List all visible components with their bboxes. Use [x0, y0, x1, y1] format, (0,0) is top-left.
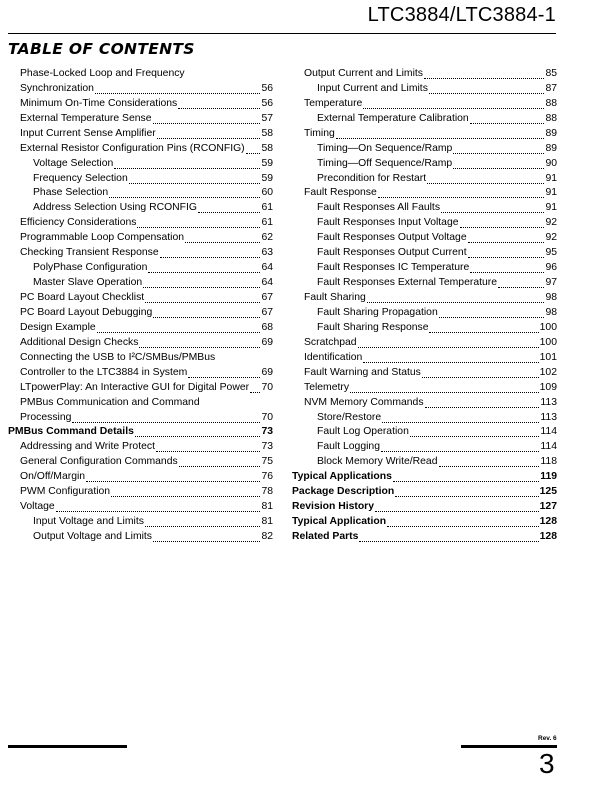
- toc-entry[interactable]: [292, 336, 557, 351]
- toc-entry-title: Additional Design Checks: [20, 336, 139, 348]
- toc-entry-title: Timing: [304, 127, 335, 139]
- toc-entry[interactable]: [292, 411, 557, 426]
- toc-entry[interactable]: [8, 381, 273, 396]
- toc-entry-title: PMBus Command Details: [8, 426, 134, 438]
- toc-leader-dots: [143, 287, 260, 288]
- toc-entry-title: PolyPhase Configuration: [33, 262, 148, 274]
- toc-leader-dots: [422, 377, 539, 378]
- toc-entry-page: 125: [539, 486, 557, 498]
- toc-leader-dots: [114, 168, 260, 169]
- toc-entry[interactable]: [292, 455, 557, 470]
- toc-leader-dots: [72, 422, 260, 423]
- toc-entry[interactable]: [8, 500, 273, 515]
- toc-entry-page: 118: [540, 456, 557, 468]
- toc-entry[interactable]: [8, 411, 273, 426]
- toc-entry-title: Checking Transient Response: [20, 247, 159, 259]
- toc-entry[interactable]: [292, 396, 557, 411]
- toc-entry-page: 87: [545, 82, 557, 94]
- toc-leader-dots: [178, 108, 260, 109]
- toc-entry-title: Phase Selection: [33, 187, 109, 199]
- toc-leader-dots: [382, 422, 539, 423]
- toc-entry[interactable]: [292, 530, 557, 545]
- toc-leader-dots: [160, 257, 261, 258]
- toc-entry[interactable]: [8, 455, 273, 470]
- toc-entry-title: Design Example: [20, 321, 96, 333]
- toc-leader-dots: [359, 541, 538, 542]
- toc-entry[interactable]: [292, 187, 557, 202]
- toc-leader-dots: [363, 108, 544, 109]
- toc-entry[interactable]: [8, 97, 273, 112]
- toc-leader-dots: [367, 302, 545, 303]
- toc-entry-page: 61: [261, 202, 273, 214]
- toc-entry-page: 70: [261, 411, 273, 423]
- toc-entry-title: Fault Warning and Status: [304, 366, 421, 378]
- toc-entry-title: Telemetry: [304, 381, 350, 393]
- toc-leader-dots: [453, 168, 544, 169]
- toc-leader-dots: [358, 347, 539, 348]
- toc-leader-dots: [378, 197, 545, 198]
- toc-entry-title: Precondition for Restart: [317, 172, 427, 184]
- toc-leader-dots: [188, 377, 260, 378]
- toc-leader-dots: [381, 451, 539, 452]
- toc-entry-page: 89: [545, 142, 557, 154]
- toc-leader-dots: [153, 541, 260, 542]
- toc-entry-title: PWM Configuration: [20, 486, 111, 498]
- toc-leader-dots: [453, 153, 544, 154]
- toc-leader-dots: [468, 257, 545, 258]
- toc-leader-dots: [157, 138, 261, 139]
- toc-leader-dots: [137, 227, 260, 228]
- toc-entry-page: 73: [261, 426, 273, 438]
- toc-leader-dots: [498, 287, 544, 288]
- toc-entry-title: Timing—On Sequence/Ramp: [317, 142, 453, 154]
- toc-entry[interactable]: [8, 485, 273, 500]
- toc-entry[interactable]: [8, 231, 273, 246]
- toc-entry[interactable]: [8, 351, 273, 366]
- toc-entry[interactable]: [8, 82, 273, 97]
- toc-entry-page: 82: [261, 531, 273, 543]
- toc-entry[interactable]: [8, 336, 273, 351]
- toc-entry-page: 58: [261, 142, 273, 154]
- toc-entry[interactable]: [8, 396, 273, 411]
- toc-entry[interactable]: [292, 276, 557, 291]
- toc-entry[interactable]: [8, 261, 273, 276]
- document-title: LTC3884/LTC3884-1: [367, 4, 556, 26]
- page-number: 3: [539, 748, 555, 779]
- toc-leader-dots: [148, 272, 260, 273]
- toc-leader-dots: [439, 317, 545, 318]
- toc-entry[interactable]: [292, 485, 557, 500]
- toc-entry-title: Fault Responses IC Temperature: [317, 262, 470, 274]
- toc-entry-title: Efficiency Considerations: [20, 217, 137, 229]
- toc-leader-dots: [153, 123, 261, 124]
- toc-entry-title: Store/Restore: [317, 411, 382, 423]
- toc-entry-title: Typical Applications: [292, 471, 392, 483]
- toc-entry-page: 67: [261, 306, 273, 318]
- toc-leader-dots: [129, 183, 261, 184]
- toc-entry[interactable]: [292, 291, 557, 306]
- toc-entry[interactable]: [292, 246, 557, 261]
- toc-entry-title: Package Description: [292, 486, 395, 498]
- toc-leader-dots: [185, 242, 260, 243]
- toc-entry-title: Related Parts: [292, 531, 359, 543]
- toc-entry[interactable]: [292, 440, 557, 455]
- toc-entry-page: 85: [545, 67, 557, 79]
- toc-entry-title: Programmable Loop Compensation: [20, 232, 185, 244]
- toc-entry-title: PC Board Layout Checklist: [20, 292, 145, 304]
- toc-entry-page: 75: [261, 456, 273, 468]
- toc-entry-page: 98: [545, 292, 557, 304]
- toc-entry[interactable]: [8, 216, 273, 231]
- toc-entry-title: Fault Responses Input Voltage: [317, 217, 459, 229]
- toc-entry-page: 78: [261, 486, 273, 498]
- toc-leader-dots: [424, 78, 544, 79]
- toc-entry[interactable]: [292, 67, 557, 82]
- toc-entry-title: PMBus Communication and Command: [20, 396, 200, 408]
- toc-entry-title: Fault Sharing: [304, 292, 366, 304]
- toc-entry-title: General Configuration Commands: [20, 456, 178, 468]
- toc-entry[interactable]: [292, 515, 557, 530]
- toc-entry[interactable]: [8, 157, 273, 172]
- toc-entry-page: 114: [540, 426, 557, 438]
- toc-entry[interactable]: [8, 426, 273, 441]
- toc-entry-page: 59: [261, 157, 273, 169]
- toc-entry-title: Block Memory Write/Read: [317, 456, 438, 468]
- toc-entry[interactable]: [8, 112, 273, 127]
- toc-entry-page: 56: [261, 82, 273, 94]
- toc-leader-dots: [429, 332, 538, 333]
- toc-leader-dots: [470, 272, 544, 273]
- toc-right-column: [292, 67, 557, 545]
- toc-entry-title: Fault Logging: [317, 441, 380, 453]
- toc-entry-title: LTpowerPlay: An Interactive GUI for Digital Power: [20, 381, 250, 393]
- toc-entry-page: 58: [261, 127, 273, 139]
- toc-leader-dots: [145, 302, 260, 303]
- toc-entry-page: 63: [261, 247, 273, 259]
- toc-entry-page: 76: [261, 471, 273, 483]
- toc-entry-page: 109: [539, 381, 557, 393]
- toc-entry-page: 113: [540, 396, 557, 408]
- toc-entry-page: 127: [539, 501, 557, 513]
- toc-entry-title: Fault Response: [304, 187, 377, 199]
- toc-entry-title: Revision History: [292, 501, 374, 513]
- toc-entry[interactable]: [8, 142, 273, 157]
- toc-entry-title: Input Current Sense Amplifier: [20, 127, 156, 139]
- toc-entry[interactable]: [292, 97, 557, 112]
- toc-entry-page: 92: [545, 217, 557, 229]
- toc-entry[interactable]: [292, 381, 557, 396]
- toc-entry-page: 61: [261, 217, 273, 229]
- toc-leader-dots: [439, 466, 540, 467]
- toc-entry-title: Timing—Off Sequence/Ramp: [317, 157, 453, 169]
- toc-leader-dots: [153, 317, 260, 318]
- toc-entry-title: Minimum On-Time Considerations: [20, 97, 178, 109]
- toc-leader-dots: [145, 526, 261, 527]
- toc-entry-title: PC Board Layout Debugging: [20, 306, 153, 318]
- toc-entry[interactable]: [292, 216, 557, 231]
- toc-entry-title: External Resistor Configuration Pins (RCONFIG): [20, 142, 245, 154]
- toc-entry-title: Temperature: [304, 97, 363, 109]
- toc-entry-title: NVM Memory Commands: [304, 396, 424, 408]
- toc-entry[interactable]: [8, 276, 273, 291]
- toc-leader-dots: [97, 332, 261, 333]
- header-rule: [8, 33, 556, 34]
- toc-entry[interactable]: [8, 470, 273, 485]
- toc-entry-page: 100: [539, 336, 557, 348]
- toc-heading: TABLE OF CONTENTS: [8, 40, 195, 58]
- toc-leader-dots: [156, 451, 260, 452]
- toc-entry-title: Phase-Locked Loop and Frequency: [20, 67, 185, 79]
- toc-entry-page: 89: [545, 127, 557, 139]
- toc-entry[interactable]: [8, 246, 273, 261]
- toc-entry-page: 90: [545, 157, 557, 169]
- toc-entry-page: 56: [261, 97, 273, 109]
- toc-entry-page: 128: [539, 531, 557, 543]
- toc-entry-title: Identification: [304, 351, 363, 363]
- toc-entry[interactable]: [8, 187, 273, 202]
- toc-entry-title: Processing: [20, 411, 72, 423]
- toc-entry[interactable]: [8, 530, 273, 545]
- toc-leader-dots: [350, 392, 539, 393]
- toc-left-column: [8, 67, 273, 545]
- toc-entry[interactable]: [8, 440, 273, 455]
- toc-entry-page: 128: [539, 516, 557, 528]
- toc-entry-page: 96: [545, 262, 557, 274]
- toc-entry-page: 60: [261, 187, 273, 199]
- toc-entry-title: Voltage Selection: [33, 157, 114, 169]
- toc-entry[interactable]: [292, 306, 557, 321]
- toc-leader-dots: [135, 436, 261, 437]
- toc-entry[interactable]: [292, 201, 557, 216]
- toc-entry[interactable]: [8, 321, 273, 336]
- toc-entry-title: Input Voltage and Limits: [33, 516, 144, 528]
- toc-leader-dots: [375, 511, 539, 512]
- footer-rule-left: [8, 745, 127, 748]
- toc-entry-title: External Temperature Sense: [20, 112, 152, 124]
- toc-entry[interactable]: [292, 321, 557, 336]
- toc-entry-page: 97: [545, 277, 557, 289]
- toc-entry[interactable]: [292, 500, 557, 515]
- toc-entry-page: 91: [545, 187, 557, 199]
- toc-leader-dots: [425, 407, 540, 408]
- toc-entry-title: Fault Sharing Propagation: [317, 306, 438, 318]
- toc-leader-dots: [179, 466, 261, 467]
- toc-entry-title: On/Off/Margin: [20, 471, 86, 483]
- toc-entry-page: 91: [545, 202, 557, 214]
- toc-leader-dots: [395, 496, 538, 497]
- toc-entry[interactable]: [292, 351, 557, 366]
- toc-entry[interactable]: [292, 231, 557, 246]
- revision-label: Rev. 6: [538, 735, 557, 742]
- toc-entry-title: Address Selection Using RCONFIG: [33, 202, 197, 214]
- toc-entry-title: Output Voltage and Limits: [33, 531, 152, 543]
- toc-entry-title: Fault Responses Output Voltage: [317, 232, 467, 244]
- toc-entry-page: 81: [261, 501, 273, 513]
- toc-entry-page: 119: [540, 471, 557, 483]
- toc-entry-title: Fault Log Operation: [317, 426, 409, 438]
- toc-entry-page: 101: [539, 351, 557, 363]
- toc-entry-page: 92: [545, 232, 557, 244]
- toc-leader-dots: [410, 436, 540, 437]
- toc-entry[interactable]: [292, 142, 557, 157]
- toc-entry-title: Controller to the LTC3884 in System: [20, 366, 188, 378]
- toc-entry[interactable]: [292, 261, 557, 276]
- toc-leader-dots: [363, 362, 538, 363]
- toc-entry-page: 102: [539, 366, 557, 378]
- toc-entry[interactable]: [8, 515, 273, 530]
- toc-leader-dots: [246, 153, 261, 154]
- toc-entry-title: Master Slave Operation: [33, 277, 143, 289]
- toc-entry-page: 81: [261, 516, 273, 528]
- toc-entry-title: Input Current and Limits: [317, 82, 428, 94]
- toc-entry[interactable]: [8, 67, 273, 82]
- toc-entry-page: 64: [261, 277, 273, 289]
- toc-entry-page: 73: [261, 441, 273, 453]
- toc-entry-page: 113: [540, 411, 557, 423]
- toc-entry-page: 91: [545, 172, 557, 184]
- toc-entry-page: 59: [261, 172, 273, 184]
- toc-entry[interactable]: [292, 172, 557, 187]
- toc-leader-dots: [86, 481, 260, 482]
- toc-leader-dots: [427, 183, 544, 184]
- toc-entry[interactable]: [292, 470, 557, 485]
- toc-entry-title: Output Current and Limits: [304, 67, 423, 79]
- toc-entry[interactable]: [292, 127, 557, 142]
- toc-entry-page: 88: [545, 97, 557, 109]
- toc-entry-page: 98: [545, 306, 557, 318]
- toc-entry-page: 57: [261, 112, 273, 124]
- toc-leader-dots: [460, 227, 545, 228]
- toc-leader-dots: [111, 496, 260, 497]
- toc-entry-page: 100: [539, 321, 557, 333]
- toc-entry[interactable]: [8, 291, 273, 306]
- toc-entry-page: 88: [545, 112, 557, 124]
- toc-entry-title: Fault Responses Output Current: [317, 247, 467, 259]
- toc-entry-page: 68: [261, 321, 273, 333]
- toc-entry[interactable]: [8, 366, 273, 381]
- toc-leader-dots: [139, 347, 260, 348]
- toc-leader-dots: [109, 197, 260, 198]
- toc-entry[interactable]: [8, 172, 273, 187]
- toc-entry-title: Synchronization: [20, 82, 94, 94]
- toc-leader-dots: [393, 481, 539, 482]
- toc-entry-title: Fault Sharing Response: [317, 321, 429, 333]
- toc-entry-title: External Temperature Calibration: [317, 112, 469, 124]
- toc-entry-title: Addressing and Write Protect: [20, 441, 155, 453]
- toc-entry[interactable]: [8, 306, 273, 321]
- toc-entry-page: 69: [261, 336, 273, 348]
- toc-leader-dots: [470, 123, 545, 124]
- toc-leader-dots: [441, 212, 544, 213]
- toc-entry[interactable]: [292, 157, 557, 172]
- toc-entry-page: 95: [545, 247, 557, 259]
- toc-entry-title: Fault Responses External Temperature: [317, 277, 498, 289]
- toc-leader-dots: [198, 212, 260, 213]
- toc-entry-page: 67: [261, 292, 273, 304]
- toc-entry-title: Fault Responses All Faults: [317, 202, 441, 214]
- toc-leader-dots: [56, 511, 261, 512]
- toc-entry[interactable]: [8, 127, 273, 142]
- toc-entry[interactable]: [292, 426, 557, 441]
- toc-entry-title: Scratchpad: [304, 336, 357, 348]
- toc-entry[interactable]: [292, 366, 557, 381]
- toc-leader-dots: [336, 138, 545, 139]
- toc-leader-dots: [429, 93, 545, 94]
- toc-leader-dots: [387, 526, 539, 527]
- toc-entry-page: 64: [261, 262, 273, 274]
- toc-entry-page: 62: [261, 232, 273, 244]
- toc-entry-title: Typical Application: [292, 516, 387, 528]
- toc-entry[interactable]: [292, 82, 557, 97]
- toc-leader-dots: [468, 242, 545, 243]
- toc-entry-title: Connecting the USB to I²C/SMBus/PMBus: [20, 351, 216, 363]
- toc-entry-title: Frequency Selection: [33, 172, 128, 184]
- toc-entry-page: 69: [261, 366, 273, 378]
- toc-leader-dots: [95, 93, 261, 94]
- toc-entry[interactable]: [8, 201, 273, 216]
- toc-entry-page: 114: [540, 441, 557, 453]
- toc-leader-dots: [250, 392, 260, 393]
- toc-entry-title: Voltage: [20, 501, 55, 513]
- toc-entry-page: 70: [261, 381, 273, 393]
- toc-entry[interactable]: [292, 112, 557, 127]
